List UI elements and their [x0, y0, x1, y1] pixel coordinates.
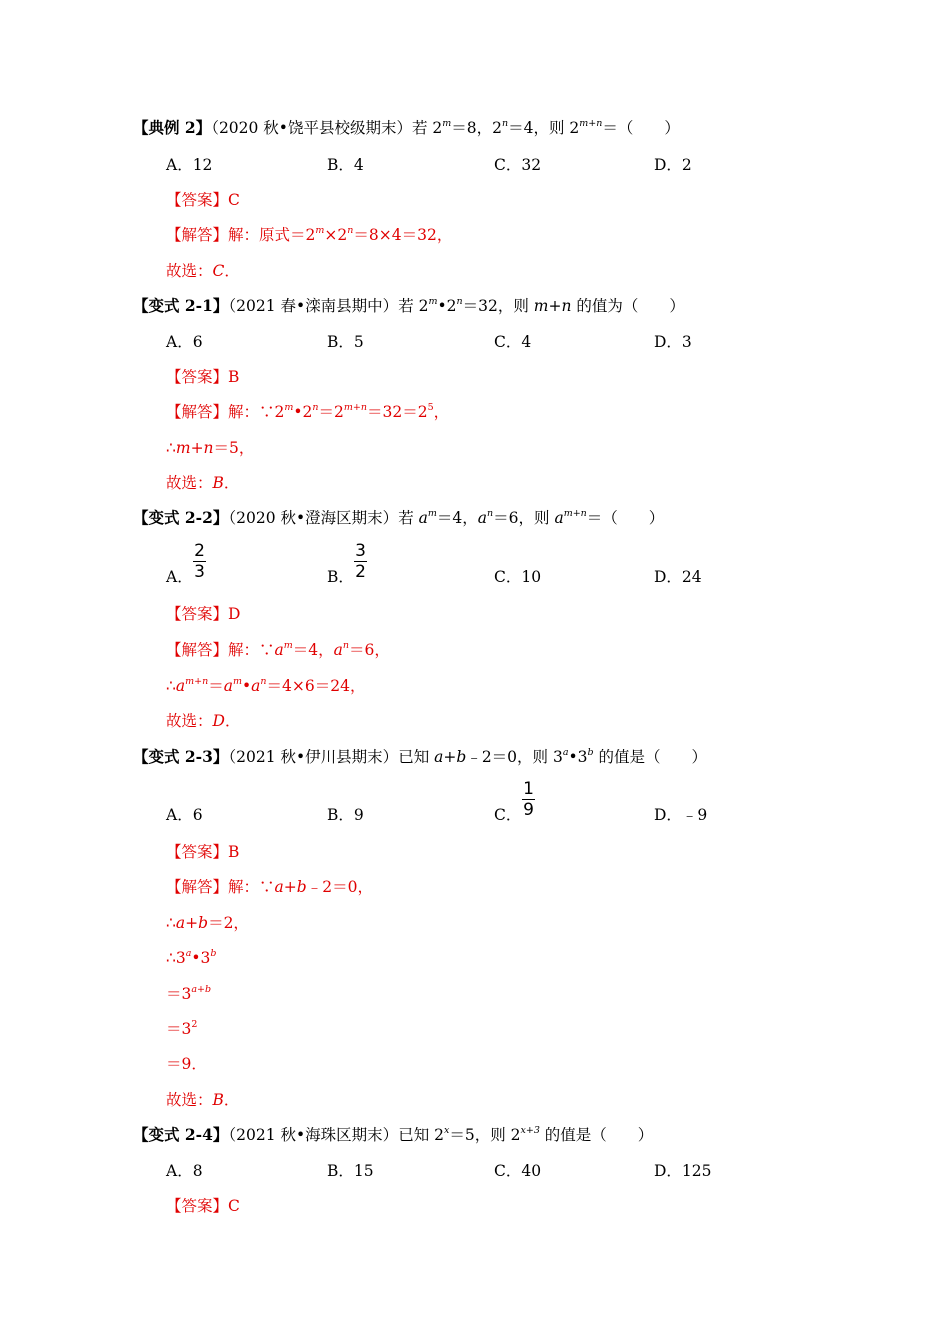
analysis-step: $=3^{a+b}$ [166, 984, 212, 1003]
option-d: D．2 [654, 156, 692, 174]
answer: 【答案】C [166, 1197, 240, 1215]
question-source: （2020 秋•饶平县校级期末） [211, 119, 412, 137]
option-a: A．6 [166, 806, 203, 824]
question-3-stem: 【变式 2-2】（2020 秋•澄海区期末）若 $a^m=4$，$a^n=6$，则 $a^{m+n}=$（ ） [133, 508, 665, 527]
analysis-step: ∴3$^a$•3$^b$ [166, 948, 217, 967]
option-b: B．4 [327, 156, 364, 174]
option-b: B．5 [327, 333, 364, 351]
question-tag: 【变式 2-2】 [133, 508, 229, 527]
option-b: B．9 [327, 806, 364, 824]
option-c: C． [494, 806, 522, 824]
analysis-step: $\therefore a^{m+n}=a^m•a^n=4\times 6=24$， [166, 676, 366, 695]
option-a: A．6 [166, 333, 203, 351]
analysis: 【解答】解：$\because 2^m•2^n=2^{m+n}=32=2^5$， [166, 402, 450, 421]
question-tag: 【变式 2-4】 [133, 1125, 229, 1144]
option-a: A．8 [166, 1162, 203, 1180]
question-5-stem: 【变式 2-4】（2021 秋•海珠区期末）已知 $2^x=5$，则 $2^{x+3}$ 的值是（ ） [133, 1125, 654, 1144]
analysis: 【解答】解：原式$=2^m\times 2^n=8\times 4=32$， [166, 225, 453, 244]
conclusion: 故选：D． [166, 712, 241, 730]
fraction-three-halves: 3 2 [355, 541, 366, 582]
analysis-step: ∴m+n＝5， [166, 439, 255, 457]
option-d: D．24 [654, 568, 702, 586]
option-b: B．15 [327, 1162, 374, 1180]
question-source: （2021 秋•海珠区期末） [228, 1126, 399, 1144]
option-c: C．40 [494, 1162, 542, 1180]
question-4-stem: 【变式 2-3】（2021 秋•伊川县期末）已知 a+b﹣2＝0，则 3$^a$•3$^b$ 的值是（ ） [133, 747, 708, 766]
question-tag: 【典例 2】 [133, 118, 212, 137]
question-source: （2020 秋•澄海区期末） [228, 509, 399, 527]
question-tag: 【变式 2-3】 [133, 747, 229, 766]
answer: 【答案】C [166, 191, 240, 209]
answer: 【答案】D [166, 605, 241, 623]
conclusion: 故选：B． [166, 1091, 240, 1109]
conclusion: 故选：B． [166, 474, 240, 492]
option-d: D．3 [654, 333, 692, 351]
fraction-two-thirds: 2 3 [194, 541, 205, 582]
option-c: C．4 [494, 333, 532, 351]
option-a: A． [166, 568, 193, 586]
question-2-stem: 【变式 2-1】（2021 春•滦南县期中）若 $2^m•2^n=32$，则 m+n 的值为（ ） [133, 296, 685, 315]
answer: 【答案】B [166, 843, 240, 861]
analysis: 【解答】解：∵a+b﹣2＝0， [166, 878, 373, 896]
option-d: D．﹣9 [654, 806, 708, 824]
option-a: A．12 [166, 156, 213, 174]
analysis-step: ＝9． [166, 1055, 207, 1073]
question-1-stem: 【典例 2】（2020 秋•饶平县校级期末）若 $2^m=8$，$2^n=4$，则 $2^{m+n}=$（ ） [133, 118, 680, 137]
option-d: D．125 [654, 1162, 712, 1180]
question-tag: 【变式 2-1】 [133, 296, 229, 315]
analysis-step: ∴a+b＝2， [166, 914, 249, 932]
option-c: C．10 [494, 568, 542, 586]
fraction-one-ninth: 1 9 [523, 779, 534, 820]
option-b: B． [327, 568, 354, 586]
analysis-step: $=3^2$ [166, 1019, 198, 1038]
conclusion: 故选：C． [166, 262, 240, 280]
analysis: 【解答】解：$\because a^m=4$，$a^n=6$， [166, 640, 390, 659]
question-source: （2021 秋•伊川县期末） [228, 748, 399, 766]
answer: 【答案】B [166, 368, 240, 386]
question-source: （2021 春•滦南县期中） [228, 297, 399, 315]
option-c: C．32 [494, 156, 542, 174]
